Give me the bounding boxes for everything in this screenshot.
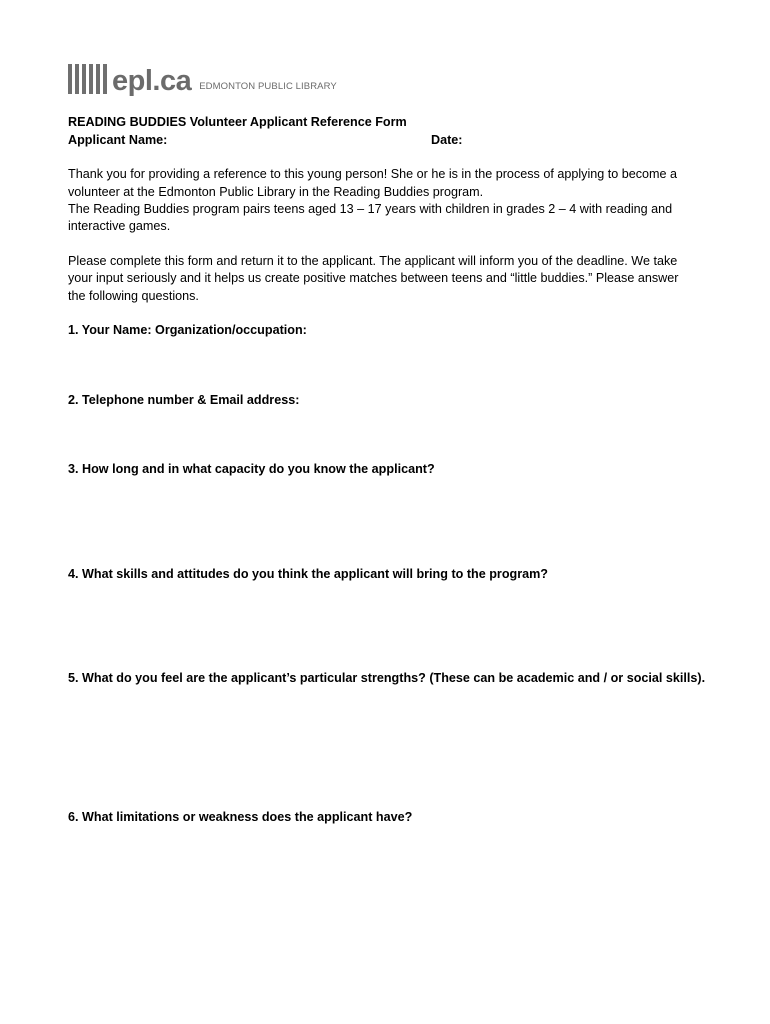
instructions-line-1: Please complete this form and return it to the applicant. The applicant will inform you of the deadline. We take: [68, 254, 678, 268]
question-3: 3. How long and in what capacity do you know the applicant?: [68, 462, 435, 476]
question-5: 5. What do you feel are the applicant’s particular strengths? (These can be academic and / or social skills).: [68, 671, 706, 685]
intro-line-1: Thank you for providing a reference to this young person! She or he is in the process of applying to become a: [68, 167, 678, 181]
question-1: 1. Your Name: Organization/occupation:: [68, 323, 307, 337]
date-label: Date:: [431, 133, 463, 147]
intro-line-2: volunteer at the Edmonton Public Library in the Reading Buddies program.: [68, 185, 484, 199]
intro-line-4: interactive games.: [68, 219, 171, 233]
instructions-line-3: the following questions.: [68, 289, 199, 303]
applicant-row: [68, 132, 668, 150]
applicant-name-label: Applicant Name:: [68, 133, 168, 147]
instructions-line-2: your input seriously and it helps us create positive matches between teens and “little buddies.” Please answer: [68, 271, 679, 285]
logo-bars-icon: [68, 64, 112, 94]
question-6: 6. What limitations or weakness does the applicant have?: [68, 810, 413, 824]
logo-library-name: EDMONTON PUBLIC LIBRARY: [199, 81, 337, 92]
question-2: 2. Telephone number & Email address:: [68, 393, 300, 407]
logo-domain: epl.ca: [112, 65, 192, 97]
question-4: 4. What skills and attitudes do you think the applicant will bring to the program?: [68, 567, 548, 581]
library-logo: [68, 62, 337, 96]
form-title: READING BUDDIES Volunteer Applicant Reference Form: [68, 115, 407, 129]
intro-line-3: The Reading Buddies program pairs teens aged 13 – 17 years with children in grades 2 – 4 with reading and: [68, 202, 673, 216]
